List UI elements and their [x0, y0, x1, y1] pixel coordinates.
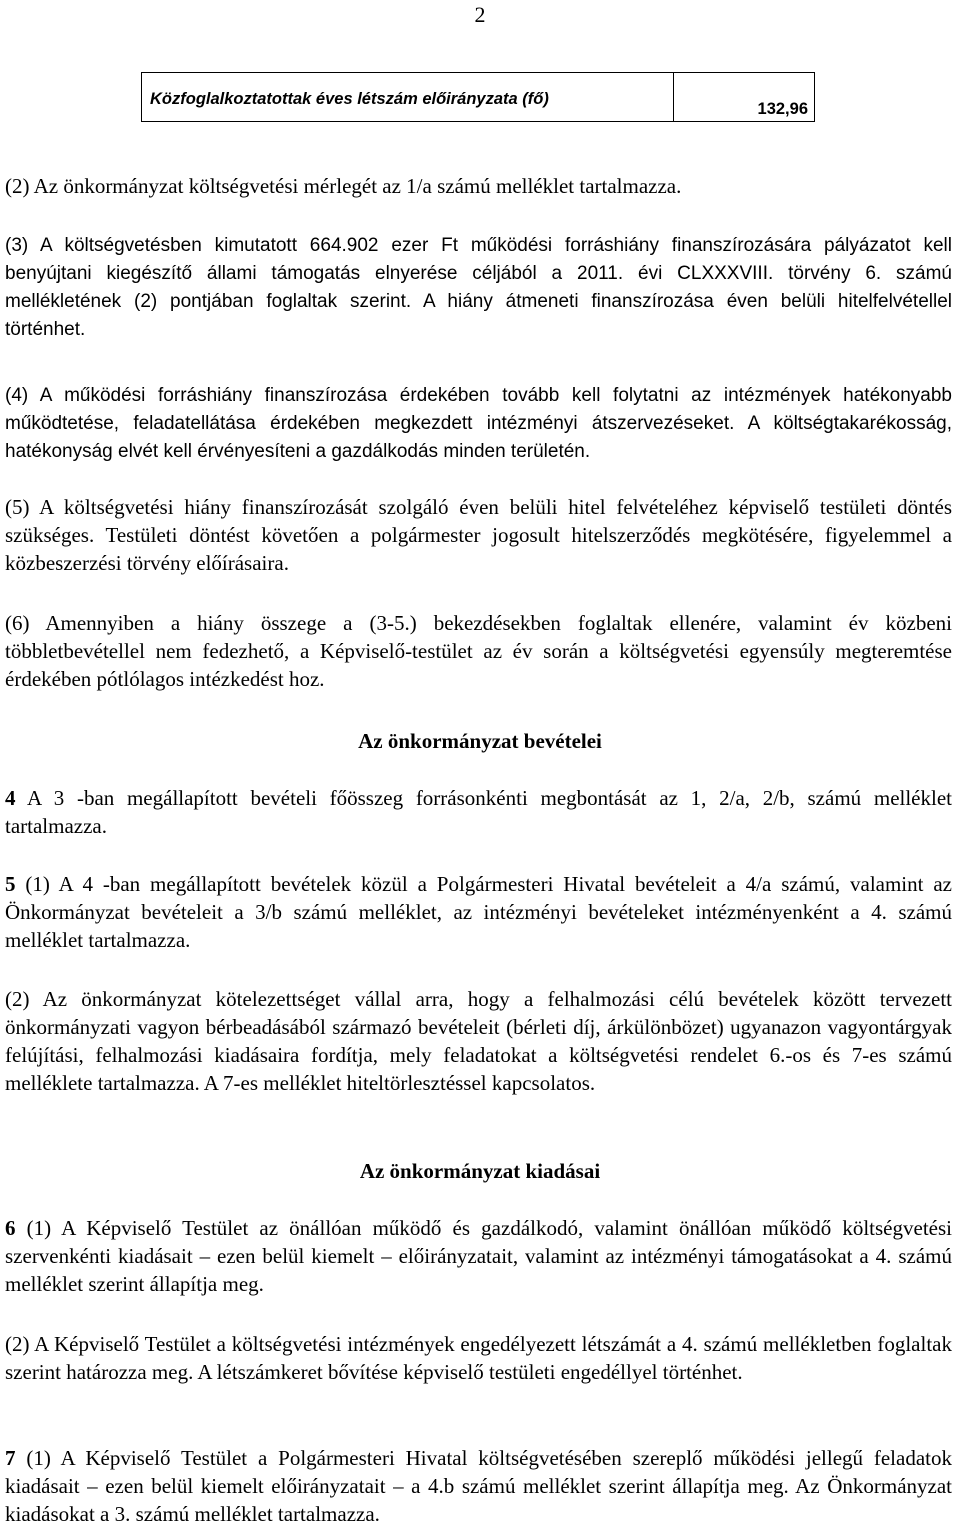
paragraph-2: (2) Az önkormányzat költségvetési mérlegét az 1/a számú melléklet tartalmazza. [5, 174, 682, 198]
section-6-2: (2) A Képviselő Testület a költségvetési intézmények engedélyezett létszámát a 4. számú mellékletben foglaltak szerint határozza meg. A létszámkeret bővítése képviselő testületi engedéllyel történhet. [5, 1332, 952, 1384]
section-7-1-text: (1) A Képviselő Testület a Polgármesteri Hivatal költségvetésében szereplő működési jellegű feladatok kiadásait – ezen belül kiemelt előirányzatait – a 4.b számú melléklet szerint állapítja meg. Az Önkormányzat kiadásokat a 3. számú melléklet tartalmazza. [5, 1446, 952, 1526]
table-row [142, 73, 815, 122]
section-4 [5, 784, 952, 840]
paragraph-6: (6) Amennyiben a hiány összege a (3-5.) bekezdésekben foglaltak ellenére, valamint év közbeni többletbevétellel nem fedezhető, a Képviselő-testület az év során a költségvetési egyensúly megteremtése érdekében pótlólagos intézkedést hoz. [5, 611, 952, 691]
summary-table [141, 72, 815, 122]
section-5-1-text: (1) A 4 -ban megállapított bevételek közül a Polgármesteri Hivatal bevételeit a 4/a számú, valamint az Önkormányzat bevételeit a 3/b számú melléklet, az intézményi bevételeket intézményenként a 4. számú melléklet tartalmazza. [5, 872, 952, 952]
section-6-1 [5, 1214, 952, 1298]
heading-income: Az önkormányzat bevételei [358, 729, 602, 753]
section-5-1 [5, 870, 952, 954]
section-number: 6 [5, 1216, 16, 1240]
section-number: 7 [5, 1446, 16, 1470]
paragraph-4: (4) A működési forráshiány finanszírozása érdekében tovább kell folytatni az intézmények hatékonyabb működtetése, feladatellátása érdekében megkezdett intézményi átszervezéseket. A költségtakarékosság, hatékonyság elvét kell érvényesíteni a gazdálkodás minden területén. [5, 385, 952, 462]
section-number: 5 [5, 872, 16, 896]
section-6-1-text: (1) A Képviselő Testület az önállóan működő és gazdálkodó, valamint önállóan működő költségvetési szervenkénti kiadásait – ezen belül kiemelt – előirányzatait, valamint az intézményi támogatásokat a 4. számú melléklet szerint állapítja meg. [5, 1216, 952, 1296]
summary-label: Közfoglalkoztatottak éves létszám előirányzata (fő) [142, 73, 674, 122]
section-7-1 [5, 1444, 952, 1528]
section-number: 4 [5, 786, 16, 810]
page-number: 2 [474, 2, 486, 27]
section-4-text: A 3 -ban megállapított bevételi főösszeg forrásonkénti megbontását az 1, 2/a, 2/b, számú melléklet tartalmazza. [5, 786, 952, 838]
paragraph-3: (3) A költségvetésben kimutatott 664.902 ezer Ft működési forráshiány finanszírozására pályázatot kell benyújtani kiegészítő állami támogatás elnyerése céljából a 2011. évi CLXXXVIII. törvény 6. számú mellékletének (2) pontjában foglaltak szerint. A hiány átmeneti finanszírozása éven belüli hitelfelvétellel történhet. [5, 235, 952, 340]
heading-expense: Az önkormányzat kiadásai [359, 1159, 601, 1183]
section-5-2: (2) Az önkormányzat kötelezettséget vállal arra, hogy a felhalmozási célú bevételek között tervezett önkormányzati vagyon bérbeadásából származó bevételeit (bérleti díj, árkülönbözet) ugyanazon vagyontárgyak felújítási, felhalmozási kiadásaira fordítja, mely feladatokat a költségvetési rendelet 6.-os és 7-es számú melléklete tartalmazza. A 7-es melléklet hiteltörlesztéssel kapcsolatos. [5, 987, 952, 1095]
summary-value: 132,96 [673, 73, 814, 122]
paragraph-5: (5) A költségvetési hiány finanszírozását szolgáló éven belüli hitel felvételéhez képviselő testületi döntés szükséges. Testületi döntést követően a polgármester jogosult hitelszerződés megkötésére, figyelemmel a közbeszerzési törvény előírásaira. [5, 495, 952, 575]
